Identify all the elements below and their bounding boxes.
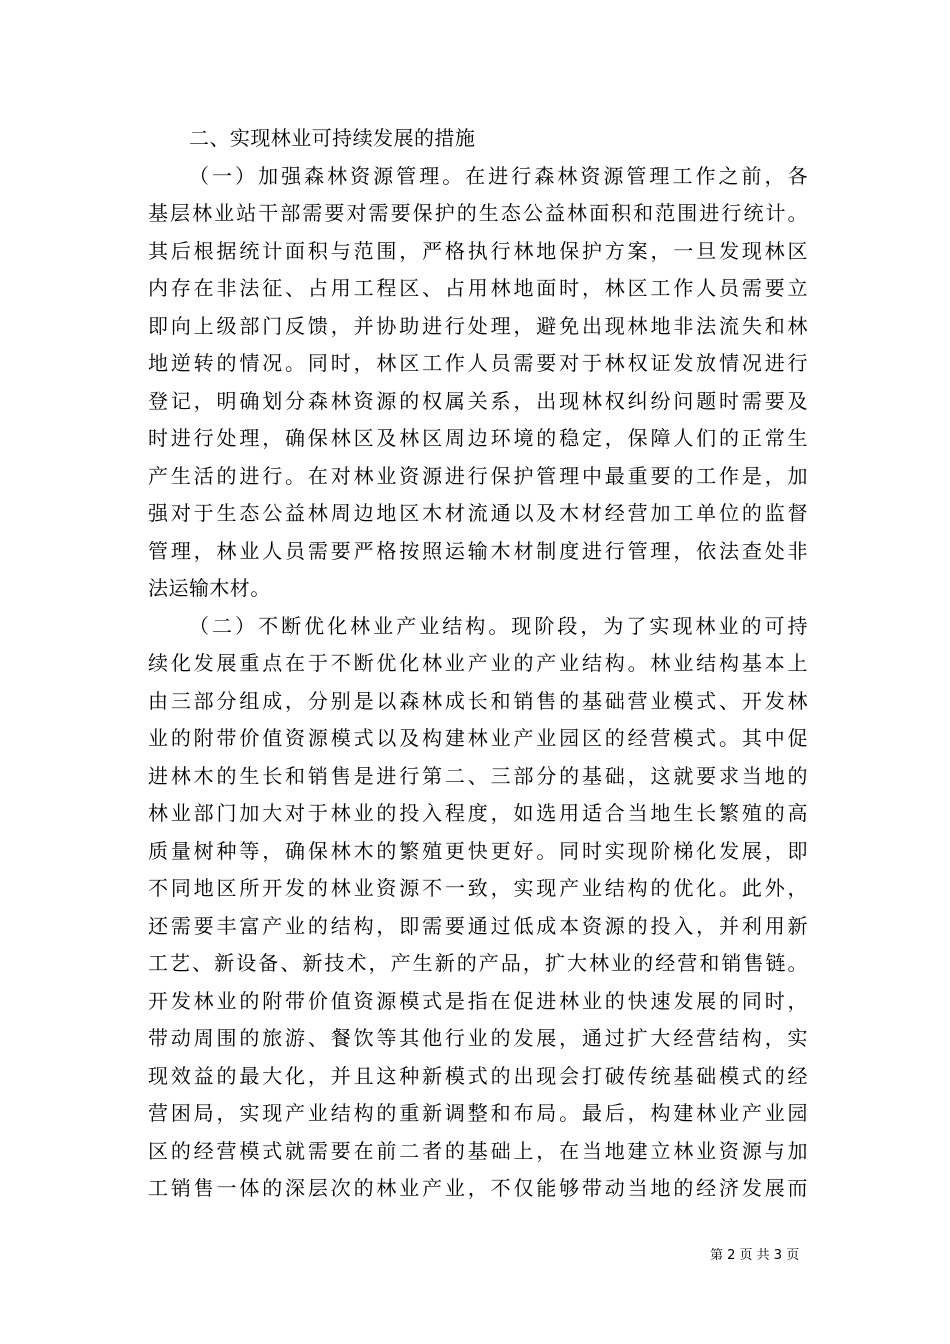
paragraph-1-line-1: （一）加强森林资源管理。在进行森林资源管理工作之前，各 xyxy=(189,163,808,188)
paragraph-1-line-11: 管理，林业人员需要严格按照运输木材制度进行管理，依法查处非 xyxy=(148,538,808,563)
paragraph-1-line-9: 产生活的进行。在对林业资源进行保护管理中最重要的工作是，加 xyxy=(148,463,808,488)
paragraph-2-line-6: 林业部门加大对于林业的投入程度，如选用适合当地生长繁殖的高 xyxy=(148,801,808,825)
section-heading: 二、实现林业可持续发展的措施 xyxy=(189,126,476,150)
paragraph-2-line-8: 不同地区所开发的林业资源不一致，实现产业结构的优化。此外， xyxy=(148,876,808,900)
paragraph-2-line-3: 由三部分组成，分别是以森林成长和销售的基础营业模式、开发林 xyxy=(148,688,808,713)
paragraph-2-line-10: 工艺、新设备、新技术，产生新的产品，扩大林业的经营和销售链。 xyxy=(148,951,808,975)
paragraph-2-line-7: 质量树种等，确保林木的繁殖更快更好。同时实现阶梯化发展，即 xyxy=(148,838,808,863)
paragraph-2-line-4: 业的附带价值资源模式以及构建林业产业园区的经营模式。其中促 xyxy=(148,726,808,750)
paragraph-2-line-5: 进林木的生长和销售是进行第二、三部分的基础，这就要求当地的 xyxy=(148,763,808,788)
paragraph-1-line-6: 地逆转的情况。同时，林区工作人员需要对于林权证发放情况进行 xyxy=(148,351,808,375)
paragraph-2-line-9: 还需要丰富产业的结构，即需要通过低成本资源的投入，并利用新 xyxy=(148,913,808,938)
paragraph-2-line-16: 工销售一体的深层次的林业产业，不仅能够带动当地的经济发展而 xyxy=(148,1176,808,1200)
paragraph-2-line-11: 开发林业的附带价值资源模式是指在促进林业的快速发展的同时， xyxy=(148,988,808,1013)
paragraph-2-line-15: 区的经营模式就需要在前二者的基础上，在当地建立林业资源与加 xyxy=(148,1138,808,1163)
paragraph-1-line-3: 其后根据统计面积与范围，严格执行林地保护方案，一旦发现林区 xyxy=(148,238,808,263)
paragraph-2-line-2: 续化发展重点在于不断优化林业产业的产业结构。林业结构基本上 xyxy=(148,651,808,675)
paragraph-2-line-14: 营困局，实现产业结构的重新调整和布局。最后，构建林业产业园 xyxy=(148,1101,808,1125)
page-number-footer: 第 2 页 共 3 页 xyxy=(710,1248,800,1263)
document-body xyxy=(148,120,808,1208)
paragraph-1-line-8: 时进行处理，确保林区及林区周边环境的稳定，保障人们的正常生 xyxy=(148,426,808,450)
paragraph-1-line-7: 登记，明确划分森林资源的权属关系，出现林权纠纷问题时需要及 xyxy=(148,388,808,413)
paragraph-2-line-1: （二）不断优化林业产业结构。现阶段，为了实现林业的可持 xyxy=(189,613,808,638)
paragraph-1-line-4: 内存在非法征、占用工程区、占用林地面时，林区工作人员需要立 xyxy=(148,276,808,300)
paragraph-1-line-2: 基层林业站干部需要对需要保护的生态公益林面积和范围进行统计。 xyxy=(148,201,808,225)
paragraph-2-line-13: 现效益的最大化，并且这种新模式的出现会打破传统基础模式的经 xyxy=(148,1063,808,1088)
paragraph-1-line-10: 强对于生态公益林周边地区木材流通以及木材经营加工单位的监督 xyxy=(148,501,808,525)
paragraph-1-line-12: 法运输木材。 xyxy=(148,576,271,600)
paragraph-1-line-5: 即向上级部门反馈，并协助进行处理，避免出现林地非法流失和林 xyxy=(148,313,808,338)
paragraph-2-line-12: 带动周围的旅游、餐饮等其他行业的发展，通过扩大经营结构，实 xyxy=(148,1026,808,1050)
